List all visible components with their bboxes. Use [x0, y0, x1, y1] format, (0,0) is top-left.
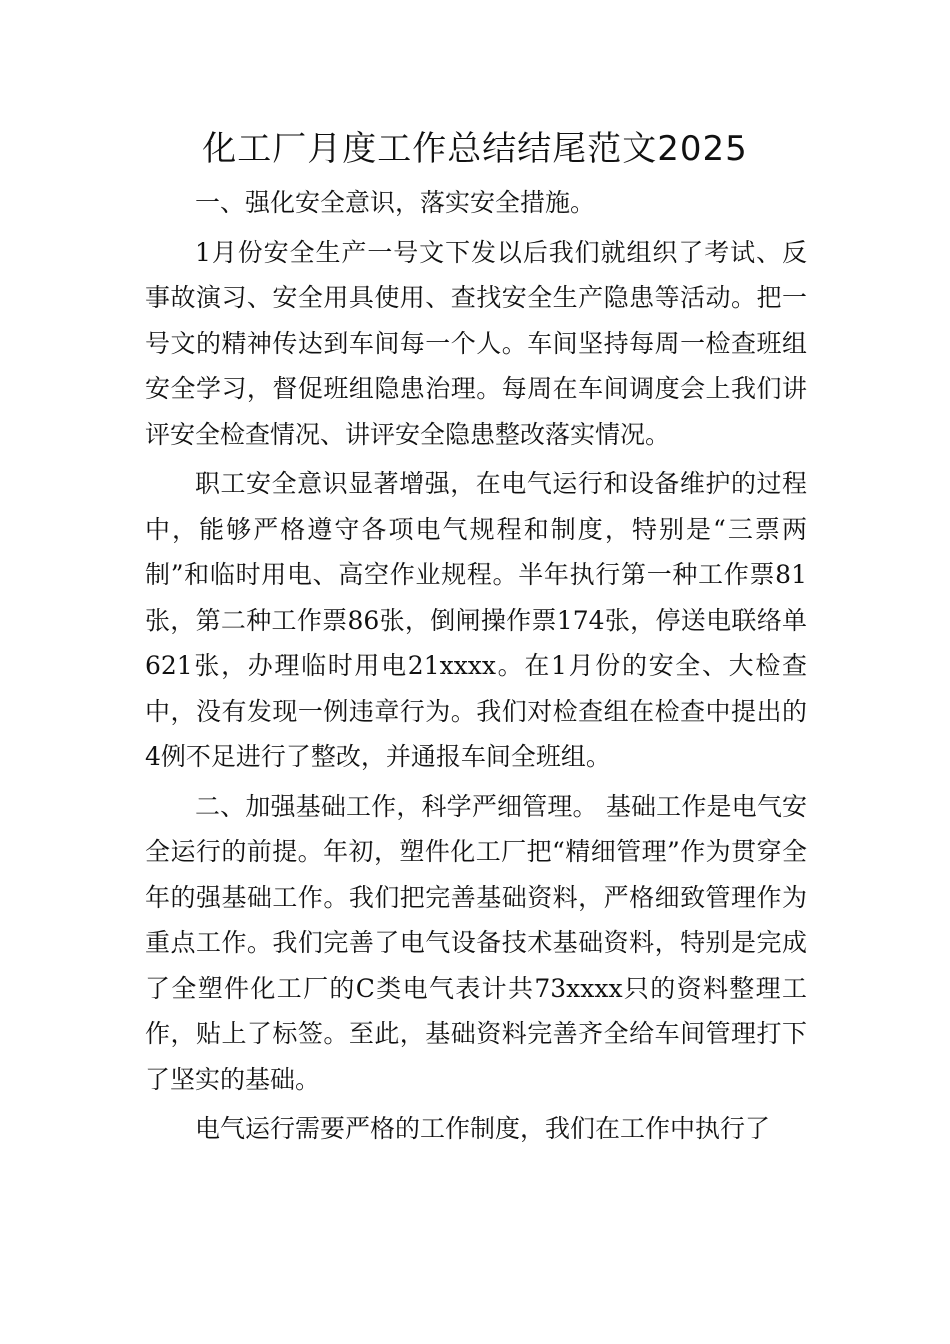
paragraph-5: 电气运行需要严格的工作制度，我们在工作中执行了	[195, 1114, 771, 1143]
document-body	[145, 180, 807, 1152]
paragraph-1: 一、强化安全意识，落实安全措施。	[195, 188, 596, 217]
paragraph-4: 二、加强基础工作，科学严细管理。 基础工作是电气安全运行的前提。年初，塑件化工厂把“精细管理”作为贯穿全年的强基础工作。我们把完善基础资料，严格细致管理作为重点工作。我们完善了电气设备技术基础资料，特别是完成了全塑件化工厂的C类电气表计共73xxxx只的资料整理工作，贴上了标签。至此，基础资料完善齐全给车间管理打下了坚实的基础。	[145, 791, 807, 1094]
document-title: 化工厂月度工作总结结尾范文2025	[202, 129, 748, 169]
paragraph-2: 1月份安全生产一号文下发以后我们就组织了考试、反事故演习、安全用具使用、查找安全生产隐患等活动。把一号文的精神传达到车间每一个人。车间坚持每周一检查班组安全学习，督促班组隐患治理。每周在车间调度会上我们讲评安全检查情况、讲评安全隐患整改落实情况。	[145, 237, 807, 449]
paragraph-3: 职工安全意识显著增强，在电气运行和设备维护的过程中，能够严格遵守各项电气规程和制度，特别是“三票两制”和临时用电、高空作业规程。半年执行第一种工作票81张，第二种工作票86张，倒闸操作票174张，停送电联络单621张，办理临时用电21xxxx。在1月份的安全、大检查中，没有发现一例违章行为。我们对检查组在检查中提出的4例不足进行了整改，并通报车间全班组。	[145, 469, 807, 771]
